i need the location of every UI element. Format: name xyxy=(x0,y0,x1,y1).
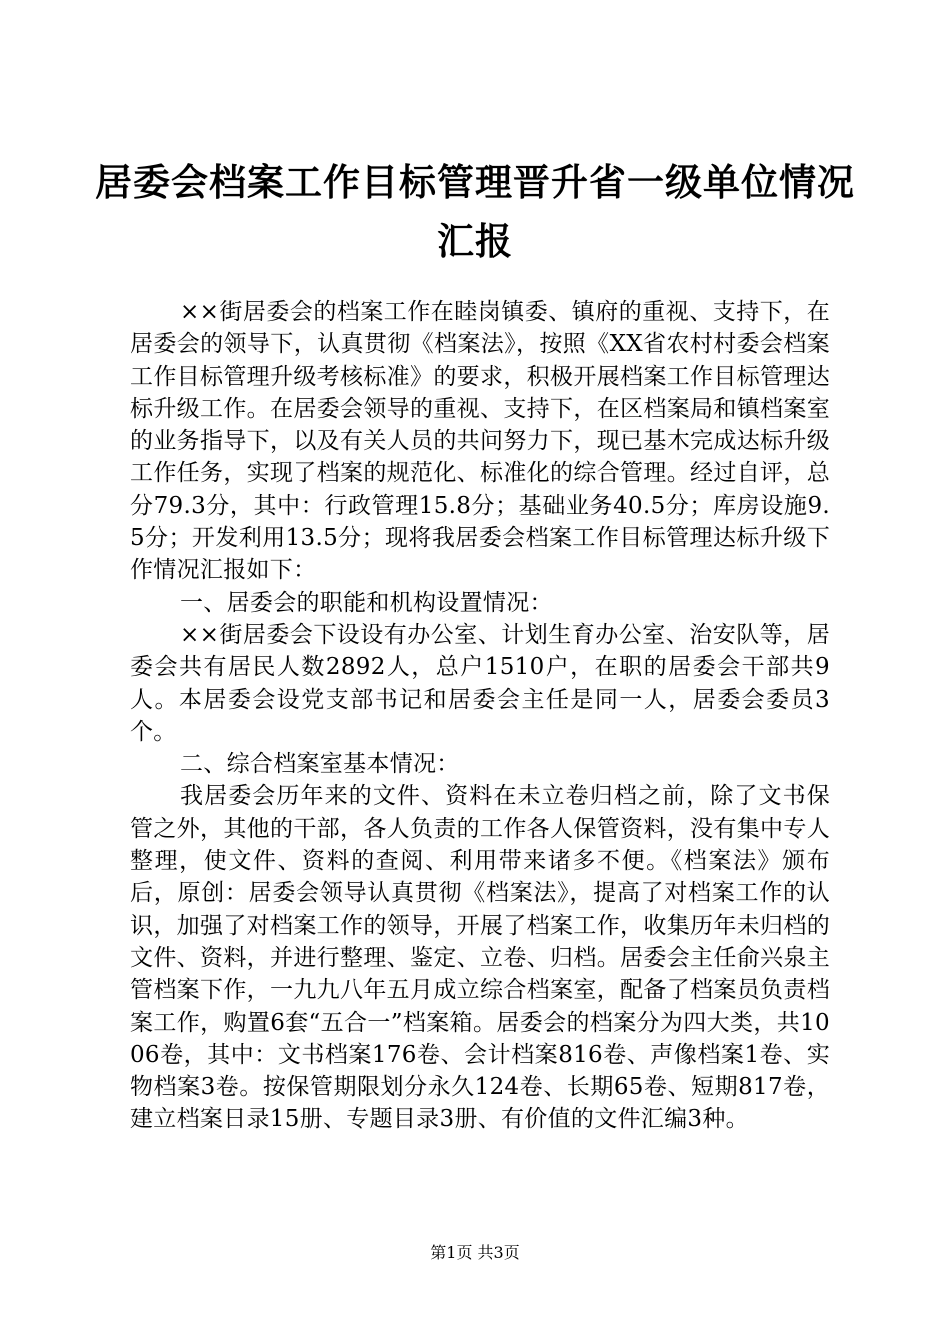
document-body xyxy=(130,296,830,1136)
section-heading-1: 一、居委会的职能和机构设置情况： xyxy=(180,589,553,616)
page-indicator: 第1页 共3页 xyxy=(430,1243,520,1262)
section-heading-2: 二、综合档案室基本情况： xyxy=(180,751,460,778)
intro-paragraph: ××街居委会的档案工作在睦岗镇委、镇府的重视、支持下，在居委会的领导下，认真贯彻《档案法》，按照《XX省农村村委会档案工作目标管理升级考核标准》的要求，积极开展档案工作目标管理达标升级工作。在居委会领导的重视、支持下，在区档案局和镇档案室的业务指导下，以及有关人员的共问努力下，现已基木完成达标升级工作任务，实现了档案的规范化、标准化的综合管理。经过自评，总分79.3分，其中：行政管理15.8分；基础业务40.5分；库房设施9.5分；开发利用13.5分；现将我居委会档案工作目标管理达标升级下作情况汇报如下： xyxy=(130,299,830,584)
document-title-continued: 汇报 xyxy=(437,219,513,263)
section-1-paragraph: ××街居委会下设设有办公室、计划生育办公室、治安队等，居委会共有居民人数2892人，总户1510户，在职的居委会干部共9人。本居委会设党支部书记和居委会主任是同一人，居委会委员3个。 xyxy=(130,621,830,745)
section-2-paragraph: 我居委会历年来的文件、资料在未立卷归档之前，除了文书保管之外，其他的干部，各人负责的工作各人保管资料，没有集中专人整理，使文件、资料的查阅、利用带来诸多不便。《档案法》颁布后，原创：居委会领导认真贯彻《档案法》，提高了对档案工作的认识，加强了对档案工作的领导，开展了档案工作，收集历年未归档的文件、资料，并进行整理、鉴定、立卷、归档。居委会主任俞兴泉主管档案下作，一九九八年五月成立综合档案室，配备了档案员负责档案工作，购置6套“五合一”档案箱。居委会的档案分为四大类，共1006卷，其中：文书档案176卷、会计档案816卷、声像档案1卷、实物档案3卷。按保管期限划分永久124卷、长期65卷、短期817卷，建立档案日录15册、专题目录3册、有价值的文件汇编3种。 xyxy=(130,783,830,1133)
document-title: 居委会档案工作目标管理晋升省一级单位情况 xyxy=(95,160,855,204)
